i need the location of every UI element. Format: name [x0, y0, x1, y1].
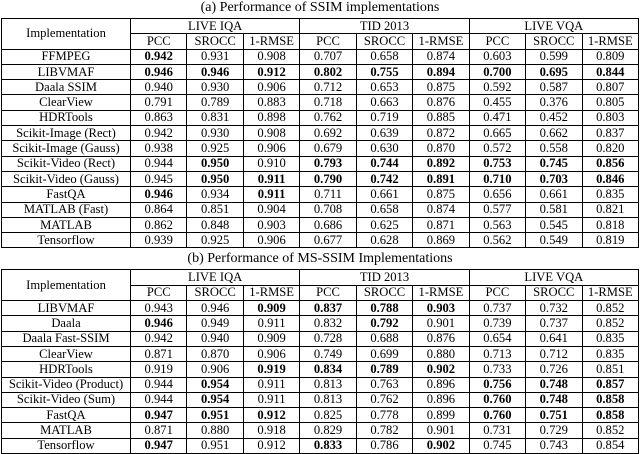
metric-value: 0.946: [131, 316, 187, 331]
table-row: [2, 316, 639, 331]
metric-header: 1-RMSE: [582, 285, 638, 300]
metric-value: 0.599: [526, 49, 582, 64]
metric-value: 0.732: [526, 301, 582, 316]
metric-value: 0.639: [356, 126, 412, 141]
metric-value: 0.874: [413, 49, 469, 64]
metric-value: 0.875: [413, 187, 469, 202]
metric-value: 0.577: [469, 202, 525, 217]
metric-value: 0.710: [469, 171, 525, 186]
metric-value: 0.944: [131, 156, 187, 171]
table-row: [2, 377, 639, 392]
implementation-name: Daala Fast-SSIM: [2, 331, 131, 346]
implementation-header: Implementation: [2, 270, 131, 301]
implementation-name: FastQA: [2, 408, 131, 423]
metric-header: SROCC: [526, 34, 582, 49]
metric-value: 0.756: [469, 377, 525, 392]
metric-value: 0.909: [243, 301, 299, 316]
metric-value: 0.661: [526, 187, 582, 202]
metric-value: 0.885: [413, 110, 469, 125]
metric-value: 0.753: [469, 156, 525, 171]
metric-value: 0.731: [469, 423, 525, 438]
implementation-name: HDRTools: [2, 362, 131, 377]
metric-value: 0.942: [131, 331, 187, 346]
table-row: [2, 392, 639, 407]
implementation-name: Daala SSIM: [2, 80, 131, 95]
table-row: [2, 331, 639, 346]
metric-value: 0.712: [526, 346, 582, 361]
implementation-name: MATLAB: [2, 217, 131, 232]
metric-value: 0.587: [526, 80, 582, 95]
table-row: [2, 64, 639, 79]
metric-value: 0.793: [300, 156, 356, 171]
metric-header: PCC: [131, 34, 187, 49]
metric-value: 0.803: [582, 110, 638, 125]
metric-value: 0.786: [356, 438, 412, 453]
metric-value: 0.871: [413, 217, 469, 232]
metric-value: 0.870: [187, 346, 243, 361]
metric-value: 0.763: [356, 377, 412, 392]
metric-value: 0.880: [413, 346, 469, 361]
metric-value: 0.718: [300, 95, 356, 110]
metric-value: 0.946: [187, 301, 243, 316]
metric-value: 0.876: [413, 95, 469, 110]
implementation-name: Scikit-Image (Gauss): [2, 141, 131, 156]
metric-value: 0.871: [131, 423, 187, 438]
metric-value: 0.899: [413, 408, 469, 423]
metric-value: 0.788: [356, 301, 412, 316]
table-b-caption: (b) Performance of MS-SSIM Implementations: [187, 251, 453, 267]
metric-header: PCC: [300, 285, 356, 300]
metric-value: 0.708: [300, 202, 356, 217]
metric-value: 0.745: [526, 156, 582, 171]
metric-value: 0.918: [243, 423, 299, 438]
table-row: [2, 187, 639, 202]
metric-value: 0.950: [187, 171, 243, 186]
metric-value: 0.692: [300, 126, 356, 141]
metric-value: 0.782: [356, 423, 412, 438]
metric-value: 0.943: [131, 301, 187, 316]
metric-value: 0.662: [526, 126, 582, 141]
metric-value: 0.942: [131, 49, 187, 64]
metric-value: 0.654: [469, 331, 525, 346]
table-row: [2, 141, 639, 156]
table-a-caption: (a) Performance of SSIM implementations: [200, 0, 440, 15]
metric-value: 0.946: [187, 64, 243, 79]
metric-header: 1-RMSE: [413, 34, 469, 49]
metric-value: 0.743: [526, 438, 582, 453]
metric-value: 0.891: [413, 171, 469, 186]
metric-value: 0.946: [131, 64, 187, 79]
metric-value: 0.931: [187, 49, 243, 64]
metric-value: 0.940: [131, 80, 187, 95]
metric-value: 0.912: [243, 438, 299, 453]
metric-value: 0.592: [469, 80, 525, 95]
metric-value: 0.903: [413, 301, 469, 316]
metric-value: 0.944: [131, 392, 187, 407]
metric-value: 0.751: [526, 408, 582, 423]
metric-value: 0.835: [582, 346, 638, 361]
metric-value: 0.951: [187, 408, 243, 423]
metric-header: SROCC: [356, 34, 412, 49]
metric-value: 0.946: [131, 187, 187, 202]
metric-header: PCC: [131, 285, 187, 300]
table-row: [2, 126, 639, 141]
metric-value: 0.831: [187, 110, 243, 125]
metric-value: 0.951: [187, 438, 243, 453]
metric-value: 0.902: [413, 362, 469, 377]
metric-value: 0.813: [300, 392, 356, 407]
metric-header: 1-RMSE: [582, 34, 638, 49]
metric-value: 0.562: [469, 233, 525, 248]
metric-value: 0.954: [187, 377, 243, 392]
metric-header: PCC: [469, 285, 525, 300]
metric-value: 0.892: [413, 156, 469, 171]
metric-header: PCC: [469, 34, 525, 49]
implementation-name: LIBVMAF: [2, 64, 131, 79]
metric-value: 0.790: [300, 171, 356, 186]
metric-value: 0.677: [300, 233, 356, 248]
ms-ssim-performance-table: [1, 269, 639, 454]
metric-value: 0.872: [413, 126, 469, 141]
metric-value: 0.549: [526, 233, 582, 248]
metric-value: 0.833: [300, 438, 356, 453]
metric-value: 0.802: [300, 64, 356, 79]
implementation-name: LIBVMAF: [2, 301, 131, 316]
metric-value: 0.760: [469, 408, 525, 423]
metric-value: 0.755: [356, 64, 412, 79]
metric-value: 0.904: [243, 202, 299, 217]
metric-value: 0.857: [582, 377, 638, 392]
group-header: LIVE IQA: [131, 19, 300, 34]
metric-value: 0.762: [356, 392, 412, 407]
implementation-name: Scikit-Video (Gauss): [2, 171, 131, 186]
metric-value: 0.863: [131, 110, 187, 125]
metric-value: 0.925: [187, 233, 243, 248]
implementation-name: Scikit-Video (Product): [2, 377, 131, 392]
metric-value: 0.834: [300, 362, 356, 377]
metric-value: 0.856: [582, 156, 638, 171]
metric-value: 0.862: [131, 217, 187, 232]
metric-value: 0.852: [582, 301, 638, 316]
implementation-name: ClearView: [2, 346, 131, 361]
metric-value: 0.911: [243, 392, 299, 407]
metric-value: 0.744: [356, 156, 412, 171]
metric-value: 0.944: [131, 377, 187, 392]
metric-value: 0.563: [469, 217, 525, 232]
metric-value: 0.695: [526, 64, 582, 79]
metric-value: 0.934: [187, 187, 243, 202]
metric-value: 0.908: [243, 126, 299, 141]
metric-value: 0.938: [131, 141, 187, 156]
metric-value: 0.848: [187, 217, 243, 232]
metric-value: 0.911: [243, 187, 299, 202]
metric-value: 0.906: [243, 346, 299, 361]
metric-value: 0.819: [582, 233, 638, 248]
metric-header: SROCC: [187, 285, 243, 300]
metric-value: 0.950: [187, 156, 243, 171]
metric-header: SROCC: [356, 285, 412, 300]
metric-value: 0.719: [356, 110, 412, 125]
metric-value: 0.700: [469, 64, 525, 79]
metric-value: 0.949: [187, 316, 243, 331]
table-row: [2, 423, 639, 438]
metric-value: 0.603: [469, 49, 525, 64]
implementation-name: Daala: [2, 316, 131, 331]
table-row: [2, 408, 639, 423]
metric-value: 0.737: [469, 301, 525, 316]
group-header: TID 2013: [300, 19, 469, 34]
metric-value: 0.898: [243, 110, 299, 125]
metric-value: 0.854: [582, 438, 638, 453]
table-row: [2, 301, 639, 316]
metric-value: 0.745: [469, 438, 525, 453]
metric-value: 0.737: [526, 316, 582, 331]
metric-value: 0.912: [243, 408, 299, 423]
metric-value: 0.912: [243, 64, 299, 79]
metric-value: 0.874: [413, 202, 469, 217]
metric-value: 0.762: [300, 110, 356, 125]
metric-value: 0.947: [131, 408, 187, 423]
implementation-name: ClearView: [2, 95, 131, 110]
metric-value: 0.919: [243, 362, 299, 377]
metric-value: 0.713: [469, 346, 525, 361]
implementation-name: FastQA: [2, 187, 131, 202]
metric-value: 0.679: [300, 141, 356, 156]
metric-value: 0.906: [243, 233, 299, 248]
implementation-name: MATLAB (Fast): [2, 202, 131, 217]
metric-value: 0.945: [131, 171, 187, 186]
metric-value: 0.572: [469, 141, 525, 156]
metric-value: 0.748: [526, 392, 582, 407]
table-row: [2, 233, 639, 248]
metric-value: 0.641: [526, 331, 582, 346]
implementation-name: Scikit-Image (Rect): [2, 126, 131, 141]
metric-header: 1-RMSE: [243, 285, 299, 300]
implementation-header: Implementation: [2, 19, 131, 50]
metric-value: 0.940: [187, 331, 243, 346]
metric-value: 0.902: [413, 438, 469, 453]
metric-value: 0.760: [469, 392, 525, 407]
metric-value: 0.908: [243, 49, 299, 64]
metric-value: 0.821: [582, 202, 638, 217]
metric-value: 0.376: [526, 95, 582, 110]
metric-value: 0.665: [469, 126, 525, 141]
metric-value: 0.703: [526, 171, 582, 186]
implementation-name: Tensorflow: [2, 233, 131, 248]
metric-header: SROCC: [187, 34, 243, 49]
metric-value: 0.789: [356, 362, 412, 377]
metric-value: 0.901: [413, 423, 469, 438]
metric-value: 0.663: [356, 95, 412, 110]
metric-value: 0.818: [582, 217, 638, 232]
metric-value: 0.851: [582, 362, 638, 377]
metric-value: 0.699: [356, 346, 412, 361]
metric-value: 0.749: [300, 346, 356, 361]
metric-value: 0.653: [356, 80, 412, 95]
group-header: LIVE VQA: [469, 270, 638, 285]
metric-value: 0.739: [469, 316, 525, 331]
metric-value: 0.807: [582, 80, 638, 95]
ssim-performance-table: [1, 18, 639, 248]
metric-value: 0.896: [413, 377, 469, 392]
metric-value: 0.906: [187, 362, 243, 377]
metric-value: 0.837: [582, 126, 638, 141]
metric-value: 0.455: [469, 95, 525, 110]
group-header: TID 2013: [300, 270, 469, 285]
table-row: [2, 362, 639, 377]
metric-value: 0.903: [243, 217, 299, 232]
metric-value: 0.894: [413, 64, 469, 79]
metric-value: 0.733: [469, 362, 525, 377]
metric-value: 0.930: [187, 126, 243, 141]
table-row: [2, 110, 639, 125]
metric-value: 0.906: [243, 141, 299, 156]
metric-value: 0.688: [356, 331, 412, 346]
metric-value: 0.792: [356, 316, 412, 331]
metric-value: 0.832: [300, 316, 356, 331]
table-row: [2, 156, 639, 171]
implementation-name: HDRTools: [2, 110, 131, 125]
metric-value: 0.805: [582, 95, 638, 110]
metric-value: 0.778: [356, 408, 412, 423]
implementation-name: MATLAB: [2, 423, 131, 438]
metric-value: 0.545: [526, 217, 582, 232]
metric-value: 0.711: [300, 187, 356, 202]
metric-value: 0.954: [187, 392, 243, 407]
metric-value: 0.656: [469, 187, 525, 202]
metric-value: 0.901: [413, 316, 469, 331]
table-row: [2, 346, 639, 361]
metric-header: 1-RMSE: [413, 285, 469, 300]
metric-value: 0.871: [131, 346, 187, 361]
metric-value: 0.471: [469, 110, 525, 125]
metric-value: 0.729: [526, 423, 582, 438]
metric-header: 1-RMSE: [243, 34, 299, 49]
metric-value: 0.880: [187, 423, 243, 438]
metric-value: 0.919: [131, 362, 187, 377]
metric-value: 0.930: [187, 80, 243, 95]
implementation-name: Tensorflow: [2, 438, 131, 453]
metric-value: 0.858: [582, 408, 638, 423]
table-row: [2, 171, 639, 186]
metric-value: 0.789: [187, 95, 243, 110]
metric-value: 0.883: [243, 95, 299, 110]
metric-value: 0.825: [300, 408, 356, 423]
metric-value: 0.896: [413, 392, 469, 407]
metric-value: 0.581: [526, 202, 582, 217]
metric-value: 0.876: [413, 331, 469, 346]
metric-header: PCC: [300, 34, 356, 49]
metric-value: 0.870: [413, 141, 469, 156]
metric-value: 0.869: [413, 233, 469, 248]
metric-value: 0.630: [356, 141, 412, 156]
metric-value: 0.858: [582, 392, 638, 407]
metric-value: 0.852: [582, 423, 638, 438]
metric-value: 0.658: [356, 49, 412, 64]
metric-value: 0.558: [526, 141, 582, 156]
metric-value: 0.942: [131, 126, 187, 141]
metric-header: SROCC: [526, 285, 582, 300]
metric-value: 0.875: [413, 80, 469, 95]
table-row: [2, 80, 639, 95]
metric-value: 0.846: [582, 171, 638, 186]
implementation-name: Scikit-Video (Sum): [2, 392, 131, 407]
metric-value: 0.742: [356, 171, 412, 186]
table-row: [2, 95, 639, 110]
metric-value: 0.728: [300, 331, 356, 346]
table-row: [2, 49, 639, 64]
implementation-name: FFMPEG: [2, 49, 131, 64]
metric-value: 0.628: [356, 233, 412, 248]
table-row: [2, 217, 639, 232]
metric-value: 0.837: [300, 301, 356, 316]
table-row: [2, 438, 639, 453]
metric-value: 0.452: [526, 110, 582, 125]
metric-value: 0.925: [187, 141, 243, 156]
group-header: LIVE VQA: [469, 19, 638, 34]
metric-value: 0.947: [131, 438, 187, 453]
metric-value: 0.911: [243, 171, 299, 186]
metric-value: 0.712: [300, 80, 356, 95]
metric-value: 0.864: [131, 202, 187, 217]
metric-value: 0.748: [526, 377, 582, 392]
metric-value: 0.910: [243, 156, 299, 171]
metric-value: 0.661: [356, 187, 412, 202]
metric-value: 0.829: [300, 423, 356, 438]
metric-value: 0.820: [582, 141, 638, 156]
group-header: LIVE IQA: [131, 270, 300, 285]
implementation-name: Scikit-Video (Rect): [2, 156, 131, 171]
metric-value: 0.844: [582, 64, 638, 79]
metric-value: 0.658: [356, 202, 412, 217]
metric-value: 0.835: [582, 187, 638, 202]
metric-value: 0.906: [243, 80, 299, 95]
metric-value: 0.911: [243, 377, 299, 392]
metric-value: 0.625: [356, 217, 412, 232]
metric-value: 0.911: [243, 316, 299, 331]
metric-value: 0.809: [582, 49, 638, 64]
metric-value: 0.686: [300, 217, 356, 232]
metric-value: 0.707: [300, 49, 356, 64]
metric-value: 0.939: [131, 233, 187, 248]
table-row: [2, 202, 639, 217]
metric-value: 0.726: [526, 362, 582, 377]
metric-value: 0.909: [243, 331, 299, 346]
metric-value: 0.835: [582, 331, 638, 346]
metric-value: 0.851: [187, 202, 243, 217]
metric-value: 0.813: [300, 377, 356, 392]
metric-value: 0.791: [131, 95, 187, 110]
metric-value: 0.852: [582, 316, 638, 331]
